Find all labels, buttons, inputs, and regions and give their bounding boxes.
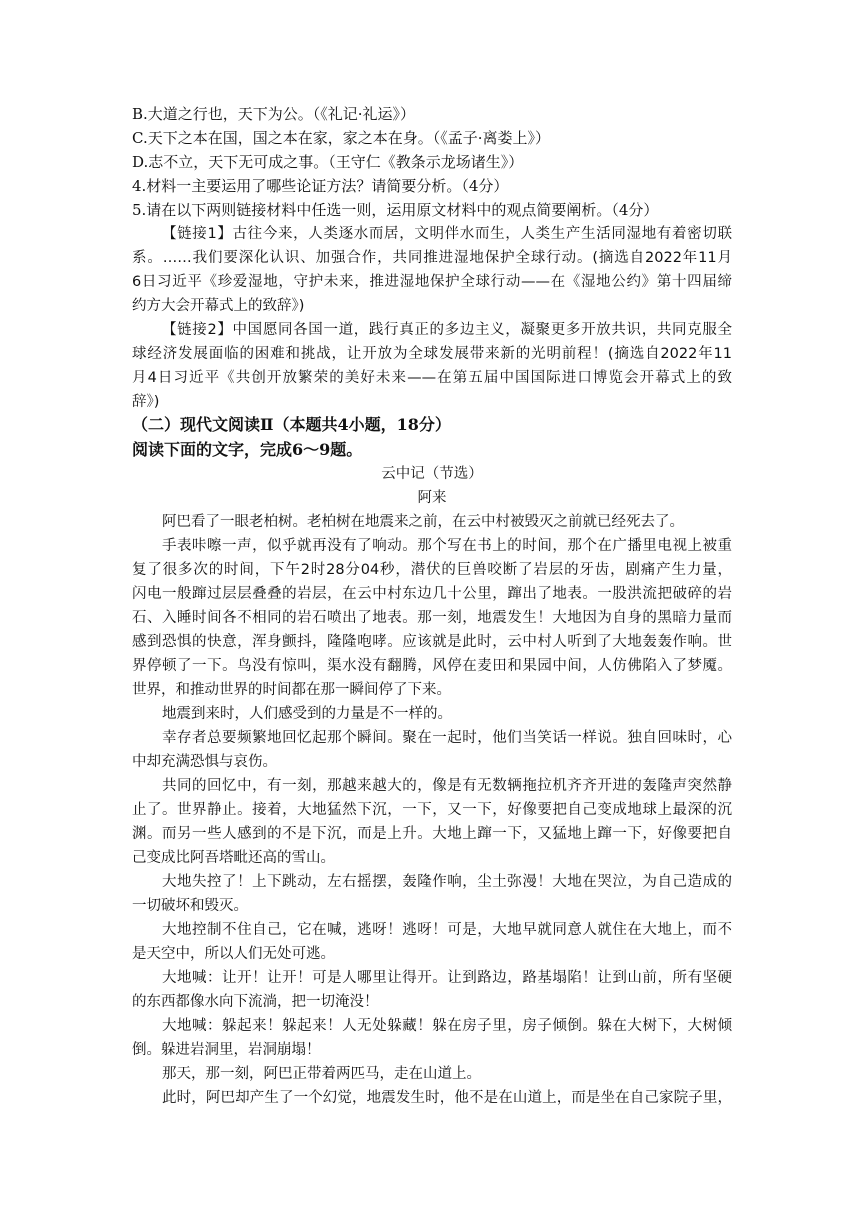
link-2-line: 【链接2】中国愿同各国一道，践行真正的多边主义，凝聚更多开放共识，共同克服全 [162,322,732,338]
question-5: 5.请在以下两则链接材料中任选一则，运用原文材料中的观点简要阐析。（4分） [132,201,659,219]
paragraph-line: 此时，阿巴却产生了一个幻觉，地震发生时，他不是在山道上，而是坐在自己家院子里， [162,1090,732,1106]
paragraph-line: 渊。而另一些人感到的不是下沉，而是上升。大地上蹿一下，又猛地上蹿一下，好像要把自 [132,826,732,842]
paragraph-line: 感到恐惧的快意，浑身颤抖，隆隆咆哮。应该就是此时，云中村人听到了大地轰轰作响。世 [132,634,732,650]
paragraph-line: 中却充满恐惧与哀伤。 [132,754,277,770]
question-4: 4.材料一主要运用了哪些论证方法？请简要分析。（4分） [132,177,509,195]
paragraph-line: 共同的回忆中，有一刻，那越来越大的，像是有无数辆拖拉机齐齐开进的轰隆声突然静 [162,778,732,794]
link-2-line: 球经济发展面临的困难和挑战，让开放为全球发展带来新的光明前程！(摘选自2022年11 [132,346,732,362]
link-1-line: 系。……我们要深化认识、加强合作，共同推进湿地保护全球行动。(摘选自2022年11月 [132,250,732,266]
paragraph-line: 倒。躲进岩洞里，岩洞崩塌！ [132,1042,321,1058]
option-c: C.天下之本在国，国之本在家，家之本在身。（《孟子·离娄上》） [132,129,550,147]
section-heading: （二）现代文阅读Ⅱ（本题共4小题，18分） [132,415,451,434]
paragraph-line: 世界，和推动世界的时间都在那一瞬间停了下来。 [132,682,451,698]
paragraph-line: 阿巴看了一眼老柏树。老柏树在地震来之前，在云中村被毁灭之前就已经死去了。 [162,514,684,530]
article-title: 云中记（节选） [381,466,483,482]
section-instruction: 阅读下面的文字，完成6～9题。 [132,440,363,459]
paragraph-line: 是天空中，所以人们无处可逃。 [132,946,335,962]
paragraph-line: 地震到来时，人们感受到的力量是不一样的。 [162,706,452,722]
paragraph-line: 大地喊：躲起来！躲起来！人无处躲藏！躲在房子里，房子倾倒。躲在大树下，大树倾 [162,1018,732,1034]
paragraph-line: 大地失控了！上下跳动，左右摇摆，轰隆作响，尘土弥漫！大地在哭泣，为自己造成的 [162,874,732,890]
article-author: 阿来 [417,490,447,506]
paragraph-line: 那天，那一刻，阿巴正带着两匹马，走在山道上。 [162,1066,481,1082]
link-2-line: 月4日习近平《共创开放繁荣的美好未来——在第五届中国国际进口博览会开幕式上的致 [132,370,732,386]
paragraph-line: 一切破坏和毁灭。 [132,898,248,914]
link-1-line: 【链接1】古往今来，人类逐水而居，文明伴水而生，人类生产生活同湿地有着密切联 [162,226,732,242]
paragraph-line: 止了。世界静止。接着，大地猛然下沉，一下，又一下，好像要把自己变成地球上最深的沉 [132,802,732,818]
paragraph-line: 复了很多次的时间，下午2时28分04秒，潜伏的巨兽咬断了岩层的牙齿，剧痛产生力量， [132,562,732,578]
paragraph-line: 己变成比阿吾塔毗还高的雪山。 [132,850,335,866]
option-b: B.大道之行也，天下为公。（《礼记·礼运》） [132,105,416,123]
paragraph-line: 幸存者总要频繁地回忆起那个瞬间。聚在一起时，他们当笑话一样说。独自回味时，心 [162,730,732,746]
paragraph-line: 闪电一般蹿过层层叠叠的岩层，在云中村东边几十公里，蹿出了地表。一股洪流把破碎的岩 [132,586,732,602]
paragraph-line: 的东西都像水向下流淌，把一切淹没！ [132,994,379,1010]
paragraph-line: 手表咔嚓一声，似乎就再没有了响动。那个写在书上的时间，那个在广播里电视上被重 [162,538,732,554]
paragraph-line: 大地喊：让开！让开！可是人哪里让得开。让到路边，路基塌陷！让到山前，所有坚硬 [162,970,732,986]
paragraph-line: 大地控制不住自己，它在喊，逃呀！逃呀！可是，大地早就同意人就住在大地上，而不 [162,922,732,938]
link-1-line: 约方大会开幕式上的致辞》) [132,298,305,314]
paragraph-line: 石、入睡时间各不相同的岩石喷出了地表。那一刻，地震发生！大地因为自身的黑暗力量而 [132,610,732,626]
option-d: D.志不立，天下无可成之事。（王守仁《教条示龙场诸生》） [132,153,524,171]
link-1-line: 6日习近平《珍爱湿地，守护未来，推进湿地保护全球行动——在《湿地公约》第十四届缔 [132,274,732,290]
paragraph-line: 界停顿了一下。鸟没有惊叫，渠水没有翻腾，风停在麦田和果园中间，人仿佛陷入了梦魇。 [132,658,732,674]
link-2-line: 辞》) [132,394,160,410]
